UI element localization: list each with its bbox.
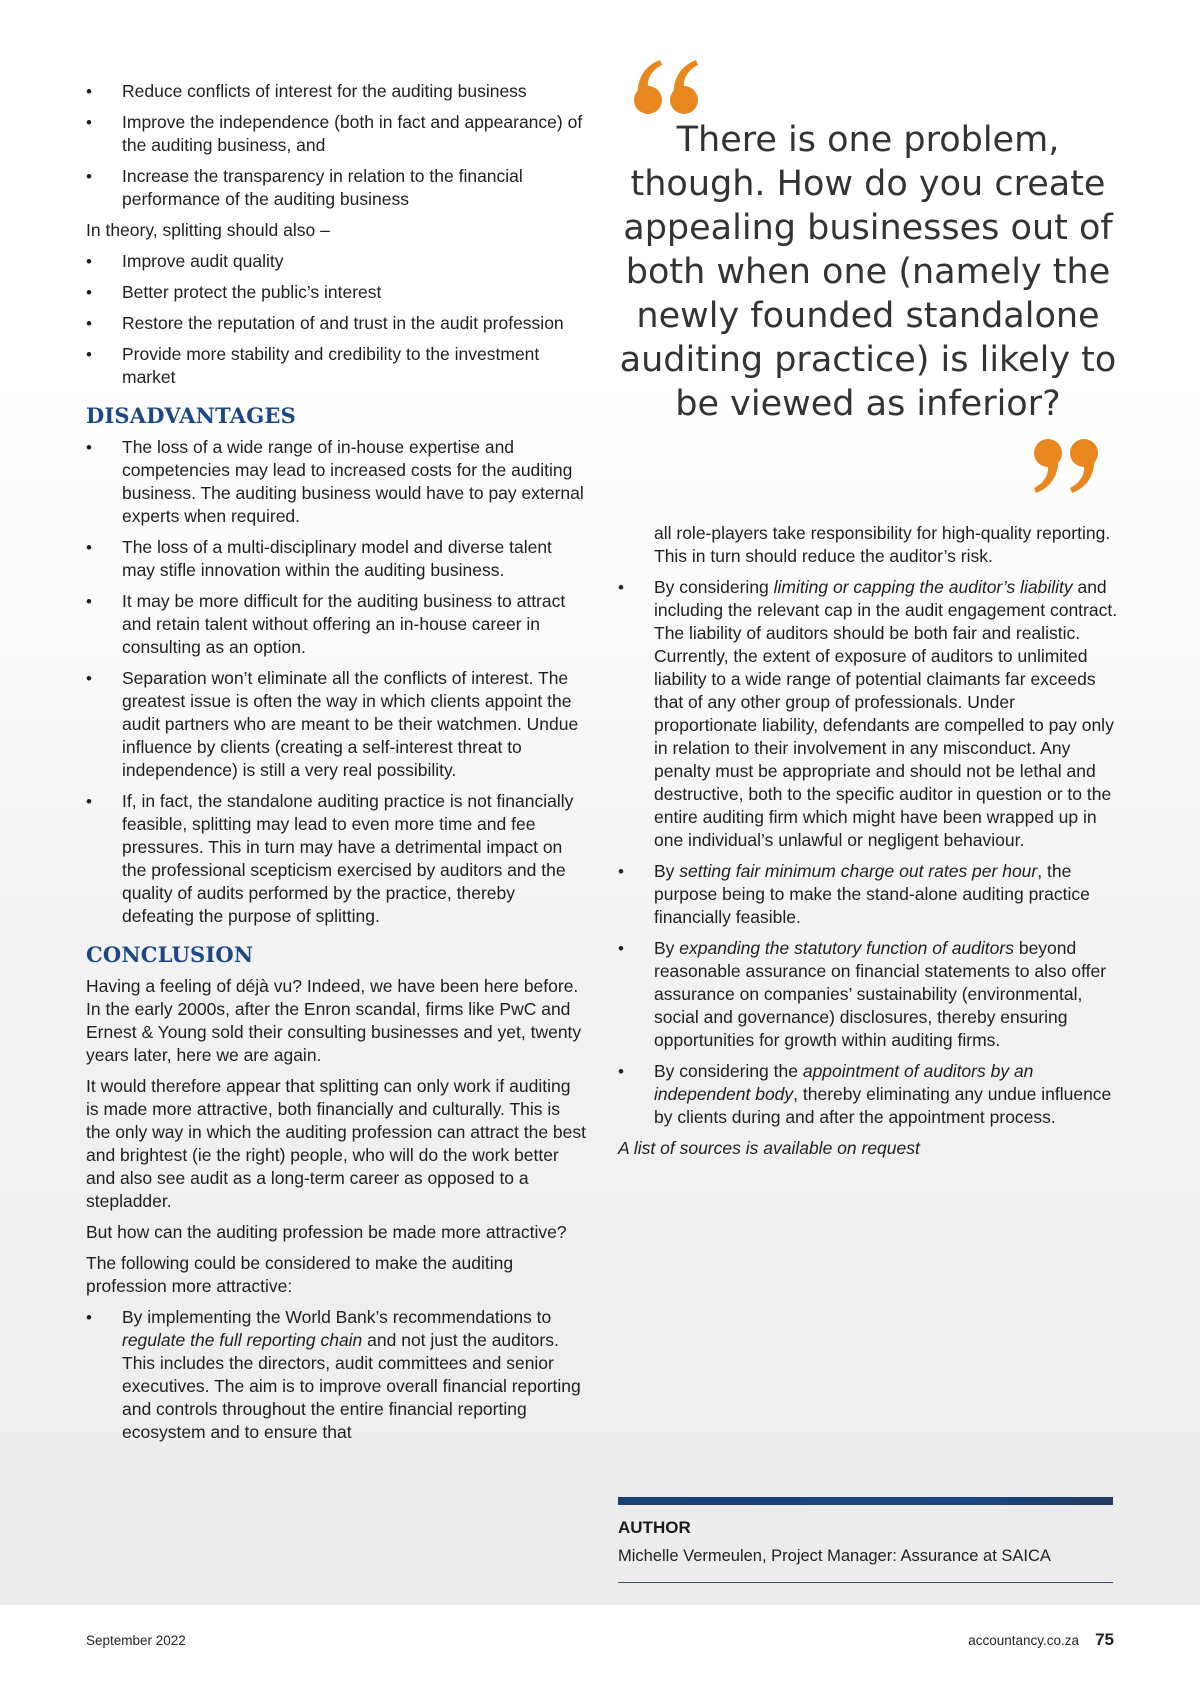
recommendation-item: • By considering the appointment of auditors by an independent body, thereby eliminating any undue influence by clients during and after the appointment process. — [618, 1060, 1118, 1129]
list-item: • Provide more stability and credibility to the investment market — [86, 343, 586, 389]
left-column — [86, 80, 586, 1452]
page-number: 75 — [1095, 1630, 1114, 1649]
list-item: • If, in fact, the standalone auditing practice is not financially feasible, splitting may lead to even more time and fee pressures. This in turn may have a detrimental impact on the professional scepticism exercised by auditors and the quality of audits performed by the practice, thereby defeating the purpose of splitting. — [86, 790, 586, 928]
disadvantages-list — [86, 436, 586, 928]
recommendation-continuation: all role-players take responsibility for high-quality reporting. This in turn should reduce the auditor’s risk. — [654, 523, 1111, 566]
theory-intro: In theory, splitting should also – — [86, 220, 330, 240]
list-item: • Improve the independence (both in fact and appearance) of the auditing business, and — [86, 111, 586, 157]
list-item: • It may be more difficult for the auditing business to attract and retain talent without offering an in-house career in consulting as an option. — [86, 590, 586, 659]
recommendation-item: • By considering limiting or capping the auditor’s liability and including the relevant cap in the audit engagement contract. The liability of auditors should be both fair and realistic. Currently, the extent of exposure of auditors to unlimited liability to a wide range of potential claimants far exceeds that of any other group of professionals. Under proportionate liability, defendants are compelled to pay only in relation to their involvement in any misconduct. Any penalty must be appropriate and should not be lethal and destructive, both to the specific auditor in question or to the entire auditing firm which might have been wrapped up in one individual’s unlawful or negligent behaviour. — [618, 576, 1118, 852]
conclusion-paragraph: Having a feeling of déjà vu? Indeed, we have been here before. In the early 2000s, after the Enron scandal, firms like PwC and Ernest & Young sold their consulting businesses and yet, twenty years later, here we are again. — [86, 976, 582, 1065]
recommendation-item: • By expanding the statutory function of auditors beyond reasonable assurance on financial statements to also offer assurance on companies’ sustainability (environmental, social and governance) disclosures, thereby ensuring opportunities for growth within auditing firms. — [618, 937, 1118, 1052]
list-item: • The loss of a multi-disciplinary model and diverse talent may stifle innovation within the auditing business. — [86, 536, 586, 582]
disadvantages-heading: DISADVANTAGES — [86, 403, 296, 428]
conclusion-paragraph: The following could be considered to make the auditing profession more attractive: — [86, 1253, 514, 1296]
list-item: • Restore the reputation of and trust in the audit profession — [86, 312, 586, 335]
author-divider-line — [618, 1582, 1113, 1583]
pull-quote: There is one problem, though. How do you create appealing businesses out of both when one (namely the newly founded standalone auditing practice) is likely to be viewed as inferior? — [619, 120, 1117, 424]
footer-date: September 2022 — [86, 1633, 186, 1648]
theory-list — [86, 250, 586, 389]
open-quote-icon — [632, 58, 704, 118]
recommendations-list — [618, 576, 1118, 1129]
list-item: • Reduce conflicts of interest for the auditing business — [86, 80, 586, 103]
author-divider-bar — [618, 1497, 1113, 1505]
conclusion-heading: CONCLUSION — [86, 942, 254, 967]
conclusion-paragraph: But how can the auditing profession be made more attractive? — [86, 1222, 567, 1242]
site-link[interactable]: accountancy.co.za — [968, 1633, 1080, 1648]
footer-right — [968, 1630, 1114, 1650]
list-item: • Improve audit quality — [86, 250, 586, 273]
author-title: AUTHOR — [618, 1518, 691, 1537]
author-credit: Michelle Vermeulen, Project Manager: Assurance at SAICA — [618, 1547, 1051, 1565]
close-quote-icon — [1028, 435, 1100, 495]
recommendation-item: • By implementing the World Bank’s recommendations to regulate the full reporting chain and not just the auditors. This includes the directors, audit committees and senior executives. The aim is to improve overall financial reporting and controls throughout the entire financial reporting ecosystem and to ensure that — [86, 1306, 586, 1444]
conclusion-paragraph: It would therefore appear that splitting can only work if auditing is made more attractive, both financially and culturally. This is the only way in which the auditing profession can attract the best and brightest (ie the right) people, who will do the work better and also see audit as a long-term career as opposed to a stepladder. — [86, 1076, 587, 1211]
list-item: • Increase the transparency in relation to the financial performance of the auditing business — [86, 165, 586, 211]
list-item: • The loss of a wide range of in-house expertise and competencies may lead to increased costs for the auditing business. The auditing business would have to pay external experts when required. — [86, 436, 586, 528]
recommendation-item: • By setting fair minimum charge out rates per hour, the purpose being to make the stand-alone auditing practice financially feasible. — [618, 860, 1118, 929]
sources-note: A list of sources is available on request — [618, 1138, 920, 1158]
right-column — [618, 522, 1118, 1160]
benefits-list — [86, 80, 586, 211]
list-item: • Better protect the public’s interest — [86, 281, 586, 304]
recommendations-list — [86, 1306, 586, 1444]
list-item: • Separation won’t eliminate all the conflicts of interest. The greatest issue is often the way in which clients appoint the audit partners who are meant to be their watchmen. Undue influence by clients (creating a self-interest threat to independence) is still a very real possibility. — [86, 667, 586, 782]
